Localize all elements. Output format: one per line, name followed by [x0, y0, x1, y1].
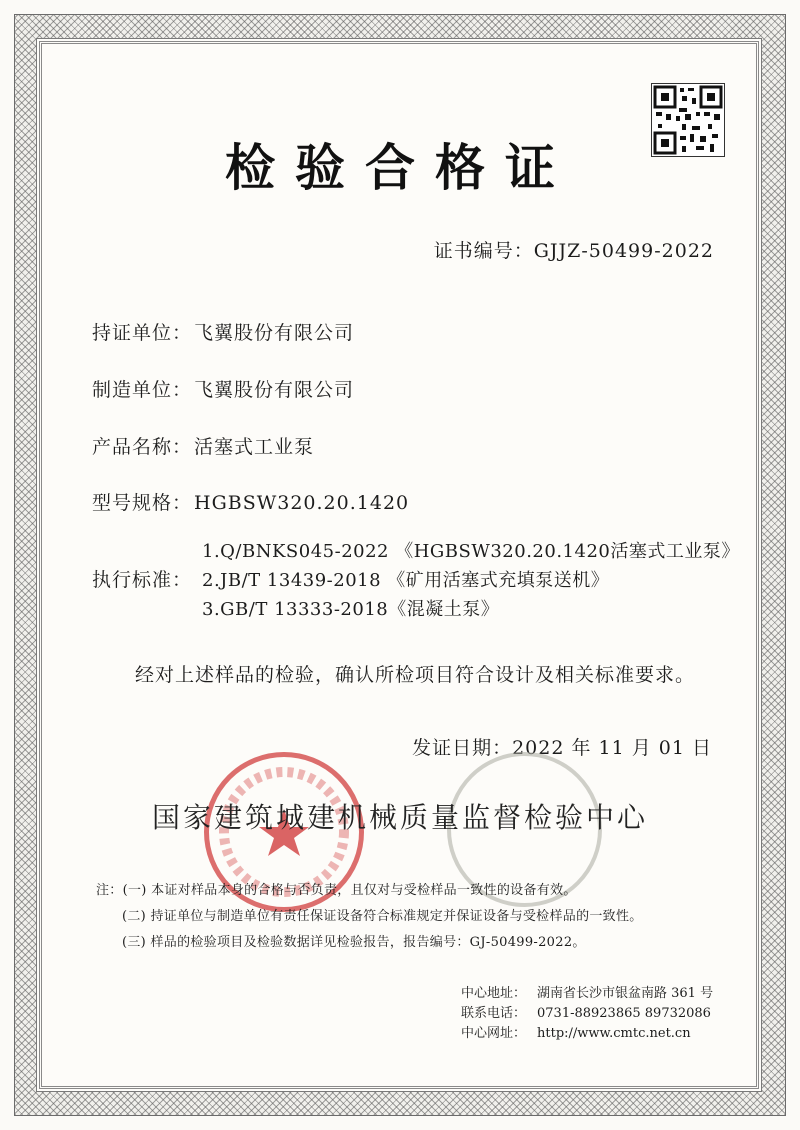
note-item: (二) 持证单位与制造单位有责任保证设备符合标准规定并保证设备与受检样品的一致性。: [122, 909, 643, 924]
standard-item: 1.Q/BNKS045-2022 《HGBSW320.20.1420活塞式工业泵》: [202, 541, 740, 562]
issuing-authority: 国家建筑城建机械质量监督检验中心: [151, 801, 648, 834]
contact-phone: [461, 1002, 711, 1021]
issue-date: [412, 733, 712, 760]
standards-label: 执行标准：: [92, 569, 193, 591]
contact-website: [461, 1022, 691, 1041]
field-model: [92, 488, 409, 515]
contact-value: 湖南省长沙市银盆南路 361 号: [537, 986, 714, 1001]
website-link[interactable]: http://www.cmtc.net.cn: [537, 1026, 691, 1041]
note-item: 注：(一) 本证对样品本身的合格与否负责，且仅对与受检样品一致性的设备有效。: [96, 883, 577, 898]
field-product-name: [92, 432, 314, 459]
field-value: HGBSW320.20.1420: [194, 492, 410, 514]
field-value: 飞翼股份有限公司: [194, 379, 355, 401]
cert-no-value: GJJZ-50499-2022: [533, 240, 714, 262]
conformity-statement: 经对上述样品的检验，确认所检项目符合设计及相关标准要求。: [134, 664, 695, 686]
standard-item: 2.JB/T 13439-2018 《矿用活塞式充填泵送机》: [202, 570, 610, 591]
note-item: (三) 样品的检验项目及检验数据详见检验报告，报告编号：GJ-50499-2022。: [122, 935, 586, 950]
issue-date-label: 发证日期：: [412, 737, 513, 759]
contact-value: 0731-88923865 89732086: [537, 1006, 711, 1021]
field-value: 飞翼股份有限公司: [194, 322, 355, 344]
contact-label: 联系电话：: [461, 1006, 527, 1021]
contact-label: 中心网址：: [461, 1026, 527, 1041]
field-label: 产品名称：: [92, 436, 193, 458]
field-value: 活塞式工业泵: [194, 436, 315, 458]
contact-address: [461, 982, 713, 1001]
field-label: 制造单位：: [92, 379, 193, 401]
issue-date-value: 2022 年 11 月 01 日: [512, 737, 712, 759]
standard-item: 3.GB/T 13333-2018《混凝土泵》: [202, 599, 500, 620]
field-label: 持证单位：: [92, 322, 193, 344]
contact-label: 中心地址：: [461, 986, 527, 1001]
field-manufacturer: [92, 375, 354, 402]
field-holder: [92, 318, 354, 345]
cert-no-label: 证书编号：: [433, 240, 534, 262]
certificate-title: 检验合格证: [225, 138, 575, 197]
certificate-number: [434, 236, 714, 263]
field-label: 型号规格：: [92, 492, 193, 514]
